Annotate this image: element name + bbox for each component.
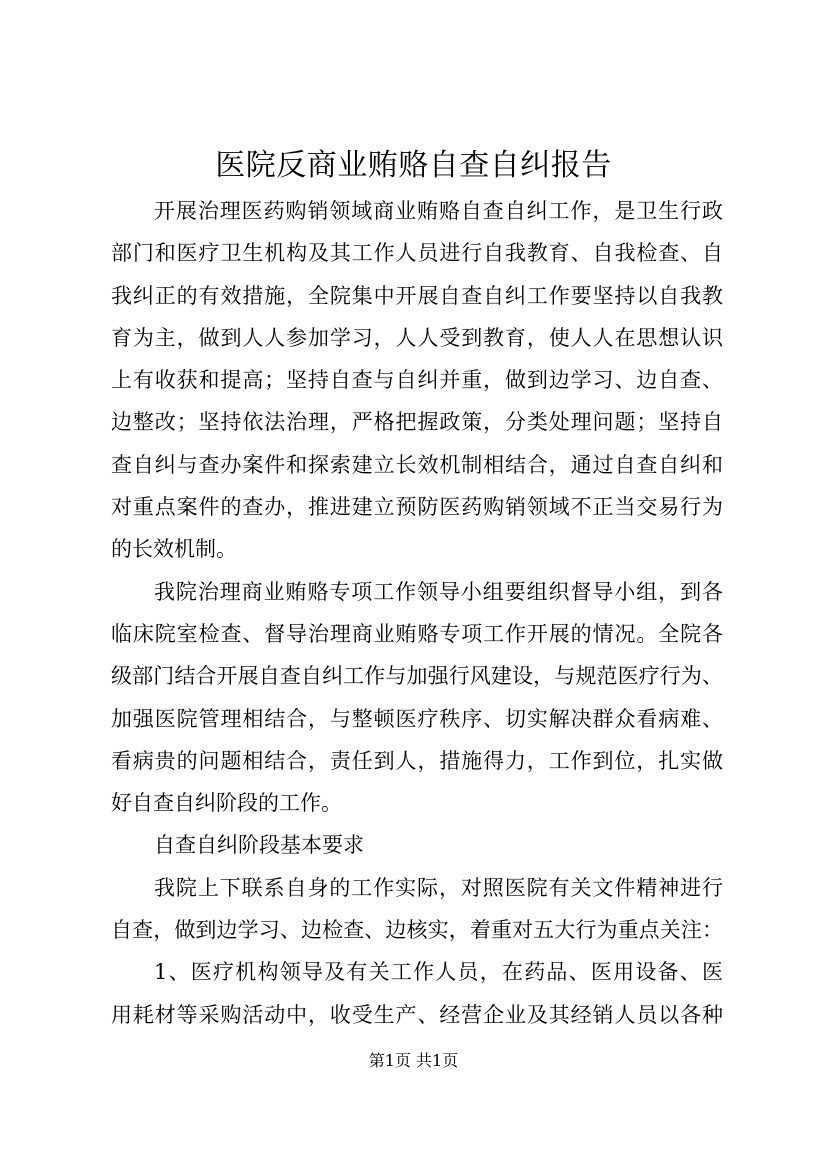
paragraph-line: 加强医院管理相结合，与整顿医疗秩序、切实解决群众看病难、 [111,706,723,731]
document-body [111,190,723,1036]
paragraph-line: 边整改；坚持依法治理，严格把握政策，分类处理问题；坚持自 [111,410,723,435]
paragraph-line: 看病贵的问题相结合，责任到人，措施得力，工作到位，扎实做 [111,748,723,773]
paragraph-line: 临床院室检查、督导治理商业贿赂专项工作开展的情况。全院各 [111,621,723,646]
paragraph-line: 用耗材等采购活动中，收受生产、经营企业及其经销人员以各种 [111,1002,723,1027]
paragraph-line: 级部门结合开展自查自纠工作与加强行风建设，与规范医疗行为、 [111,664,723,689]
paragraph-line: 的长效机制。 [111,537,237,562]
paragraph-line: 好自查自纠阶段的工作。 [111,791,342,816]
section-heading: 自查自纠阶段基本要求 [154,833,364,858]
paragraph-line: 我院上下联系自身的工作实际，对照医院有关文件精神进行 [154,875,723,900]
paragraph-line: 我纠正的有效措施，全院集中开展自查自纠工作要坚持以自我教 [111,283,723,308]
paragraph-line: 我院治理商业贿赂专项工作领导小组要组织督导小组，到各 [154,579,723,604]
paragraph-line: 查自纠与查办案件和探索建立长效机制相结合，通过自查自纠和 [111,452,723,477]
paragraph-line: 上有收获和提高；坚持自查与自纠并重，做到边学习、边自查、 [111,368,723,393]
paragraph-line: 对重点案件的查办，推进建立预防医药购销领域不正当交易行为 [111,495,723,520]
paragraph-line: 开展治理医药购销领域商业贿赂自查自纠工作，是卫生行政 [154,199,723,223]
page-footer: 第1页 共1页 [368,1051,459,1070]
paragraph-line: 育为主，做到人人参加学习，人人受到教育，使人人在思想认识 [111,325,723,350]
document-title: 医院反商业贿赂自查自纠报告 [215,148,612,183]
paragraph-line: 1、医疗机构领导及有关工作人员，在药品、医用设备、医 [154,960,723,985]
paragraph-line: 自查，做到边学习、边检查、边核实，着重对五大行为重点关注： [111,918,723,943]
paragraph-line: 部门和医疗卫生机构及其工作人员进行自我教育、自我检查、自 [111,241,723,266]
